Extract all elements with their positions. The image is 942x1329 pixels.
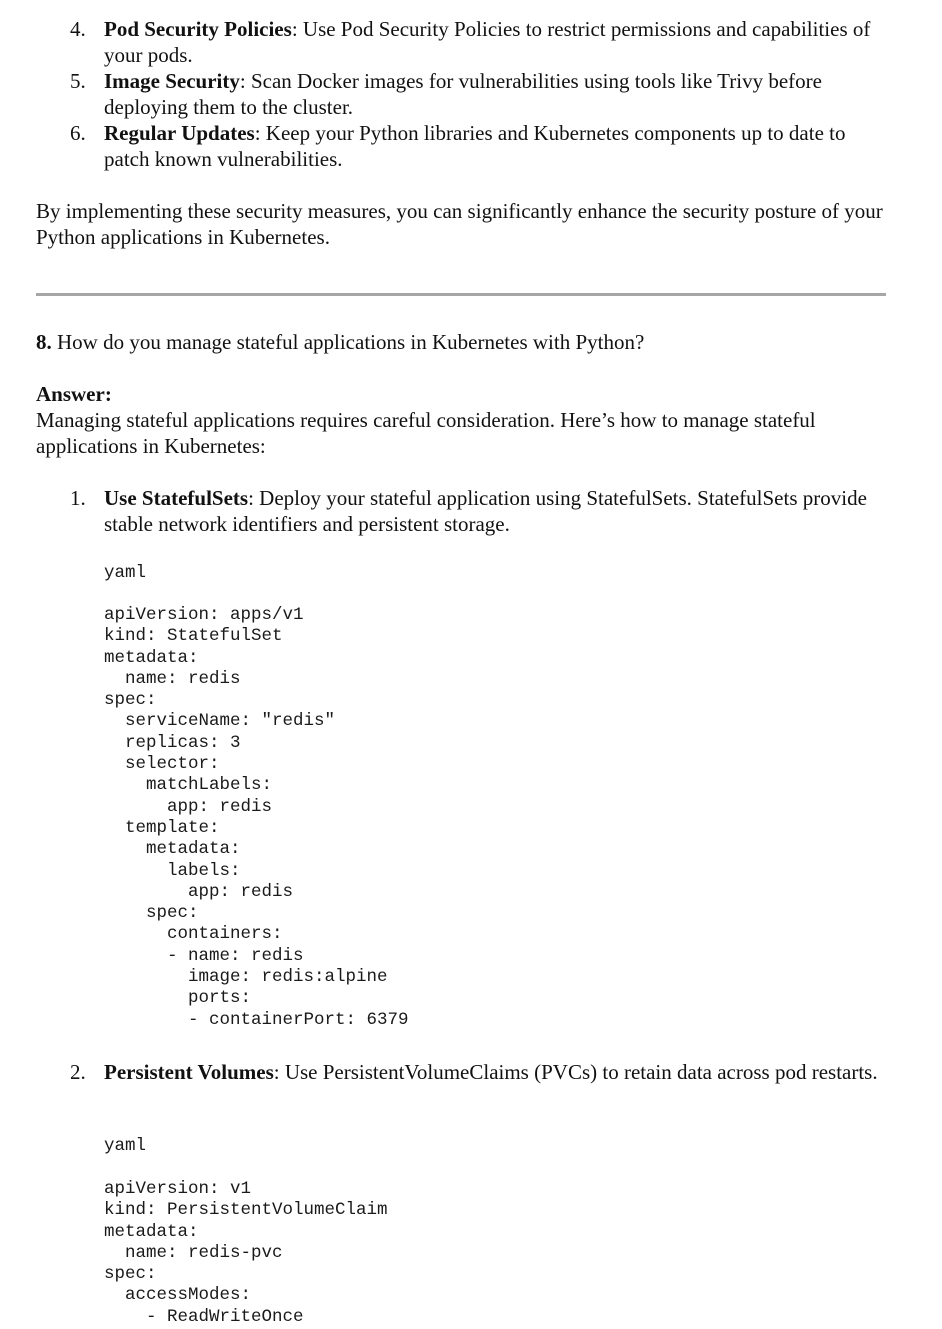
list-item-text: : Scan Docker images for vulnerabilities using tools like Trivy before deploying them to the cluster. [104, 69, 822, 119]
list-item-number: 6. [70, 121, 86, 145]
list-item-term: Use StatefulSets [104, 486, 249, 510]
list-item [70, 68, 890, 120]
list-item-number: 1. [70, 486, 86, 510]
list-item-term: Pod Security Policies [104, 17, 292, 41]
question-text: How do you manage stateful applications in Kubernetes with Python? [51, 330, 645, 354]
list-item [70, 16, 890, 68]
list-item-text: : Use Pod Security Policies to restrict permissions and capabilities of your pods. [104, 17, 871, 67]
list-item-term: Regular Updates [104, 121, 255, 145]
code-block: apiVersion: apps/v1 kind: StatefulSet metadata: name: redis spec: serviceName: "redis" replicas: 3 selector: matchLabels: app: redis template: metadata: labels: app: redis spec: containers: - name: redis image: redis:alpine ports: - containerPort: 6379 [104, 605, 409, 1030]
list-item-text: : Keep your Python libraries and Kubernetes components up to date to patch known vulnerabilities. [104, 121, 846, 171]
list-item-number: 4. [70, 17, 86, 41]
list-item-number: 2. [70, 1060, 86, 1084]
summary-paragraph: By implementing these security measures, you can significantly enhance the security posture of your Python applications in Kubernetes. [36, 199, 883, 249]
list-item-term: Image Security [104, 69, 240, 93]
answer-label-text: Answer: [36, 382, 112, 406]
list-item-number: 5. [70, 69, 86, 93]
answer-intro: Managing stateful applications requires careful consideration. Here’s how to manage stateful applications in Kubernetes: [36, 408, 816, 458]
answer-label [36, 381, 896, 407]
question-heading [36, 329, 896, 355]
list-item-term: Persistent Volumes [104, 1060, 274, 1084]
code-language-label: yaml [104, 1136, 147, 1156]
list-item [70, 485, 890, 537]
list-item [70, 120, 890, 172]
list-item-text: : Use PersistentVolumeClaims (PVCs) to retain data across pod restarts. [273, 1060, 878, 1084]
list-item [70, 1059, 890, 1085]
list-item-text: : Deploy your stateful application using StatefulSets. StatefulSets provide stable network identifiers and persistent storage. [104, 486, 867, 536]
code-language-label: yaml [104, 563, 147, 583]
code-block: apiVersion: v1 kind: PersistentVolumeClaim metadata: name: redis-pvc spec: accessModes: - ReadWriteOnce [104, 1179, 388, 1327]
section-divider [36, 293, 886, 296]
question-number: 8. [36, 330, 52, 354]
